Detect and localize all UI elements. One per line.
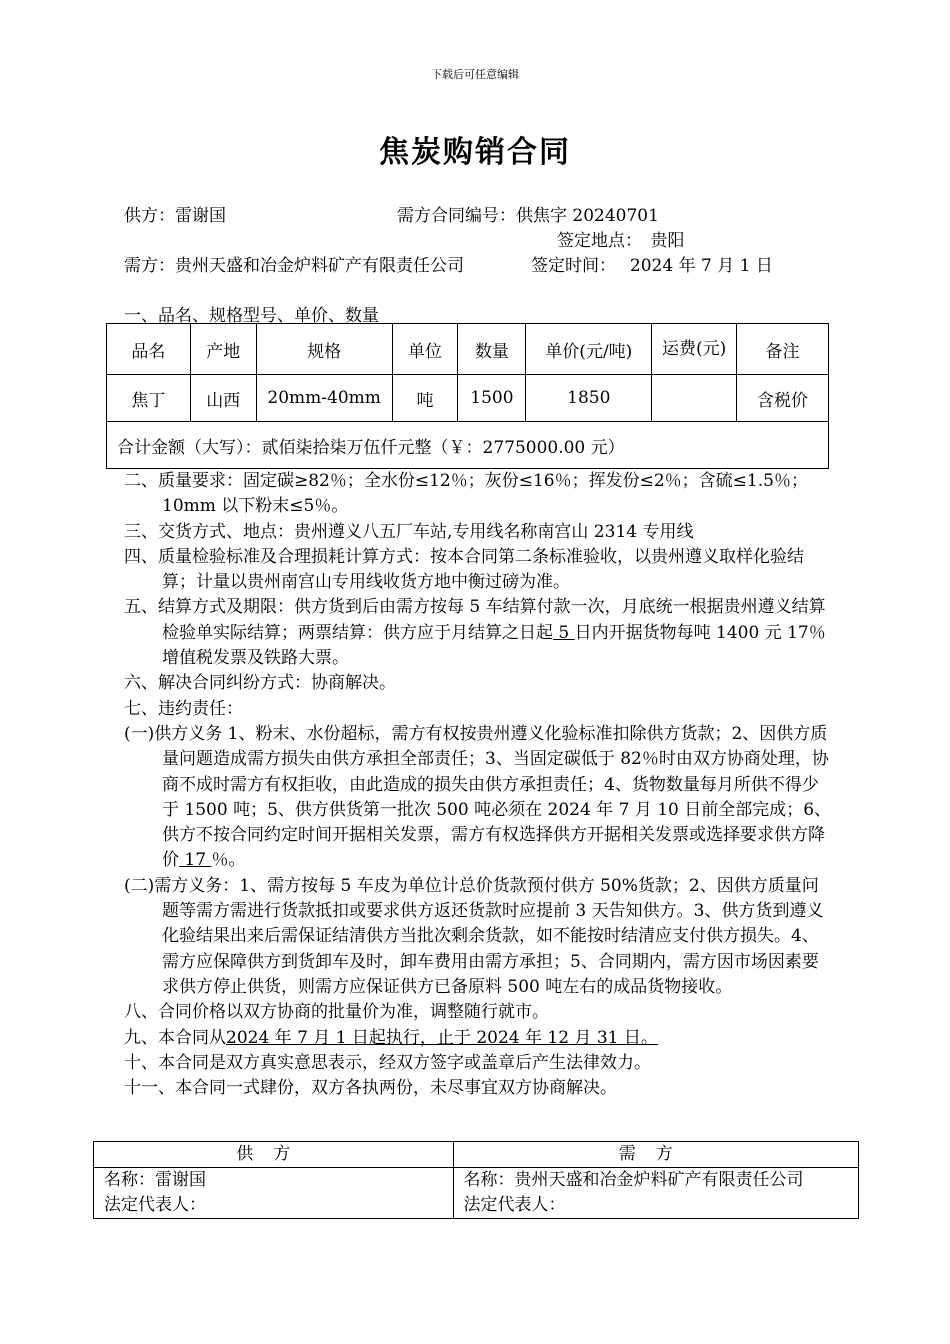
table-cell: 含税价 <box>737 375 829 422</box>
clause-4: 四、质量检验标准及合理损耗计算方式：按本合同第二条标准验收，以贵州遵义取样化验结算；计量以贵州南宫山专用线收货方地中衡过磅为准。 <box>124 546 804 593</box>
clause-5 <box>124 595 832 671</box>
table-total-row <box>107 422 829 469</box>
header-cell: 单价(元/吨) <box>526 324 652 375</box>
clause-6: 六、解决合同纠纷方式：协商解决。 <box>124 673 396 694</box>
header-cell: 单位 <box>392 324 458 375</box>
signing-place: 签定地点： 贵阳 <box>557 231 685 251</box>
contract-clauses <box>124 469 832 1101</box>
header-cell: 备注 <box>737 324 829 375</box>
table-cell: 吨 <box>392 375 458 422</box>
buyer-line: 需方：贵州天盛和冶金炉料矿产有限责任公司 <box>124 256 464 276</box>
section1-title: 一、品名、规格型号、单价、数量 <box>124 306 379 326</box>
clause-2: 二、质量要求：固定碳≥82％；全水份≤12％；灰份≤16％；挥发份≤2％；含硫≤1.5％；10mm 以下粉末≤5％。 <box>124 471 808 517</box>
clause-5-text-b: 日内开据货物每吨 1400 元 17％增值税发票及铁路大票。 <box>162 622 826 669</box>
product-table <box>106 323 829 469</box>
clause-9 <box>124 1026 832 1051</box>
header-cell: 规格 <box>256 324 392 375</box>
clause-5-days: 5 <box>553 622 575 643</box>
buyer-header: 需方 <box>453 1142 858 1168</box>
table-cell: 焦丁 <box>107 375 191 422</box>
supplier-signature-cell <box>94 1168 454 1219</box>
buyer-representative: 法定代表人： <box>463 1195 566 1215</box>
signature-row <box>94 1168 859 1219</box>
total-amount: 合计金额（大写）：贰佰柒拾柒万伍仟元整（￥：2775000.00 元） <box>107 422 829 469</box>
clause-7-1-text-b: ％。 <box>211 850 246 871</box>
clause-7: 七、违约责任： <box>124 698 243 719</box>
signature-header-row <box>94 1142 859 1168</box>
clause-10: 十、本合同是双方真实意思表示，经双方签字或盖章后产生法律效力。 <box>124 1052 651 1073</box>
clause-7-2: (二)需方义务：1、需方按每 5 车皮为单位计总价货款预付供方 50%货款；2、因供方质量问题等需方需进行货款抵扣或要求供方返还货款时应提前 3 天告知供方。3、供方货到遵义化验结果出来后需保证结清供方当批次剩余货款，如不能按时结清应支付供方损失。4、需方应保障供方到货卸车及时，卸车费用由需方承担；5、合同期内，需方因市场因素要求供方停止供货，则需方应保证供方已备原料 500 吨左右的成品货物接收。 <box>124 875 824 997</box>
clause-9-text-a: 九、本合同从 <box>124 1027 226 1048</box>
table-cell <box>652 375 737 422</box>
clause-7-1-percent: 17 <box>179 850 212 871</box>
table-cell: 山西 <box>190 375 256 422</box>
header-cell: 品名 <box>107 324 191 375</box>
header-cell: 产地 <box>190 324 256 375</box>
table-cell: 1850 <box>526 375 652 422</box>
table-header-row <box>107 324 829 375</box>
supplier-line: 供方：雷谢国 <box>124 206 226 226</box>
document-title: 焦炭购销合同 <box>379 135 571 170</box>
table-row <box>107 375 829 422</box>
table-cell: 20mm-40mm <box>256 375 392 422</box>
supplier-representative: 法定代表人： <box>104 1195 206 1215</box>
clause-7-1 <box>124 722 832 874</box>
table-cell: 1500 <box>458 375 526 422</box>
clause-8: 八、合同价格以双方协商的批量价为准，调整随行就市。 <box>124 1002 549 1023</box>
header-note: 下载后可任意编辑 <box>431 68 519 81</box>
header-cell: 运费(元) <box>652 324 737 375</box>
buyer-signature-cell <box>453 1168 858 1219</box>
supplier-name: 名称：雷谢国 <box>104 1170 206 1190</box>
clause-5-text-a: 五、结算方式及期限：供方货到后由需方按每 5 车结算付款一次，月底统一根据贵州遵义结算检验单实际结算；两票结算：供方应于月结算之日起 <box>124 597 826 643</box>
signature-table <box>93 1141 859 1219</box>
clause-7-1-text-a: (一)供方义务 1、粉末、水份超标，需方有权按贵州遵义化验标准扣除供方货款；2、因供方质量问题造成需方损失由供方承担全部责任；3、当固定碳低于 82％时由双方协商处理，协商不成时需方有权拒收，由此造成的损失由供方承担责任；4、货物数量每月所供不得少于 1500 吨；5、供方供货第一批次 500 吨必须在 2024 年 7 月 10 日前全部完成；6、供方不按合同约定时间开据相关发票，需方有权选择供方开据相关发票或选择要求供方降价 <box>124 723 832 871</box>
contract-number: 需方合同编号：供焦字 20240701 <box>397 206 659 226</box>
clause-3: 三、交货方式、地点：贵州遵义八五厂车站,专用线名称南宫山 2314 专用线 <box>124 521 694 542</box>
clause-9-period: 2024 年 7 月 1 日起执行，止于 2024 年 12 月 31 日。 <box>226 1027 658 1048</box>
supplier-header: 供方 <box>94 1142 454 1168</box>
signing-date: 签定时间： 2024 年 7 月 1 日 <box>531 256 773 276</box>
buyer-name: 名称：贵州天盛和冶金炉料矿产有限责任公司 <box>463 1170 804 1190</box>
header-cell: 数量 <box>458 324 526 375</box>
clause-11: 十一、本合同一式肆份，双方各执两份，未尽事宜双方协商解决。 <box>124 1078 617 1099</box>
